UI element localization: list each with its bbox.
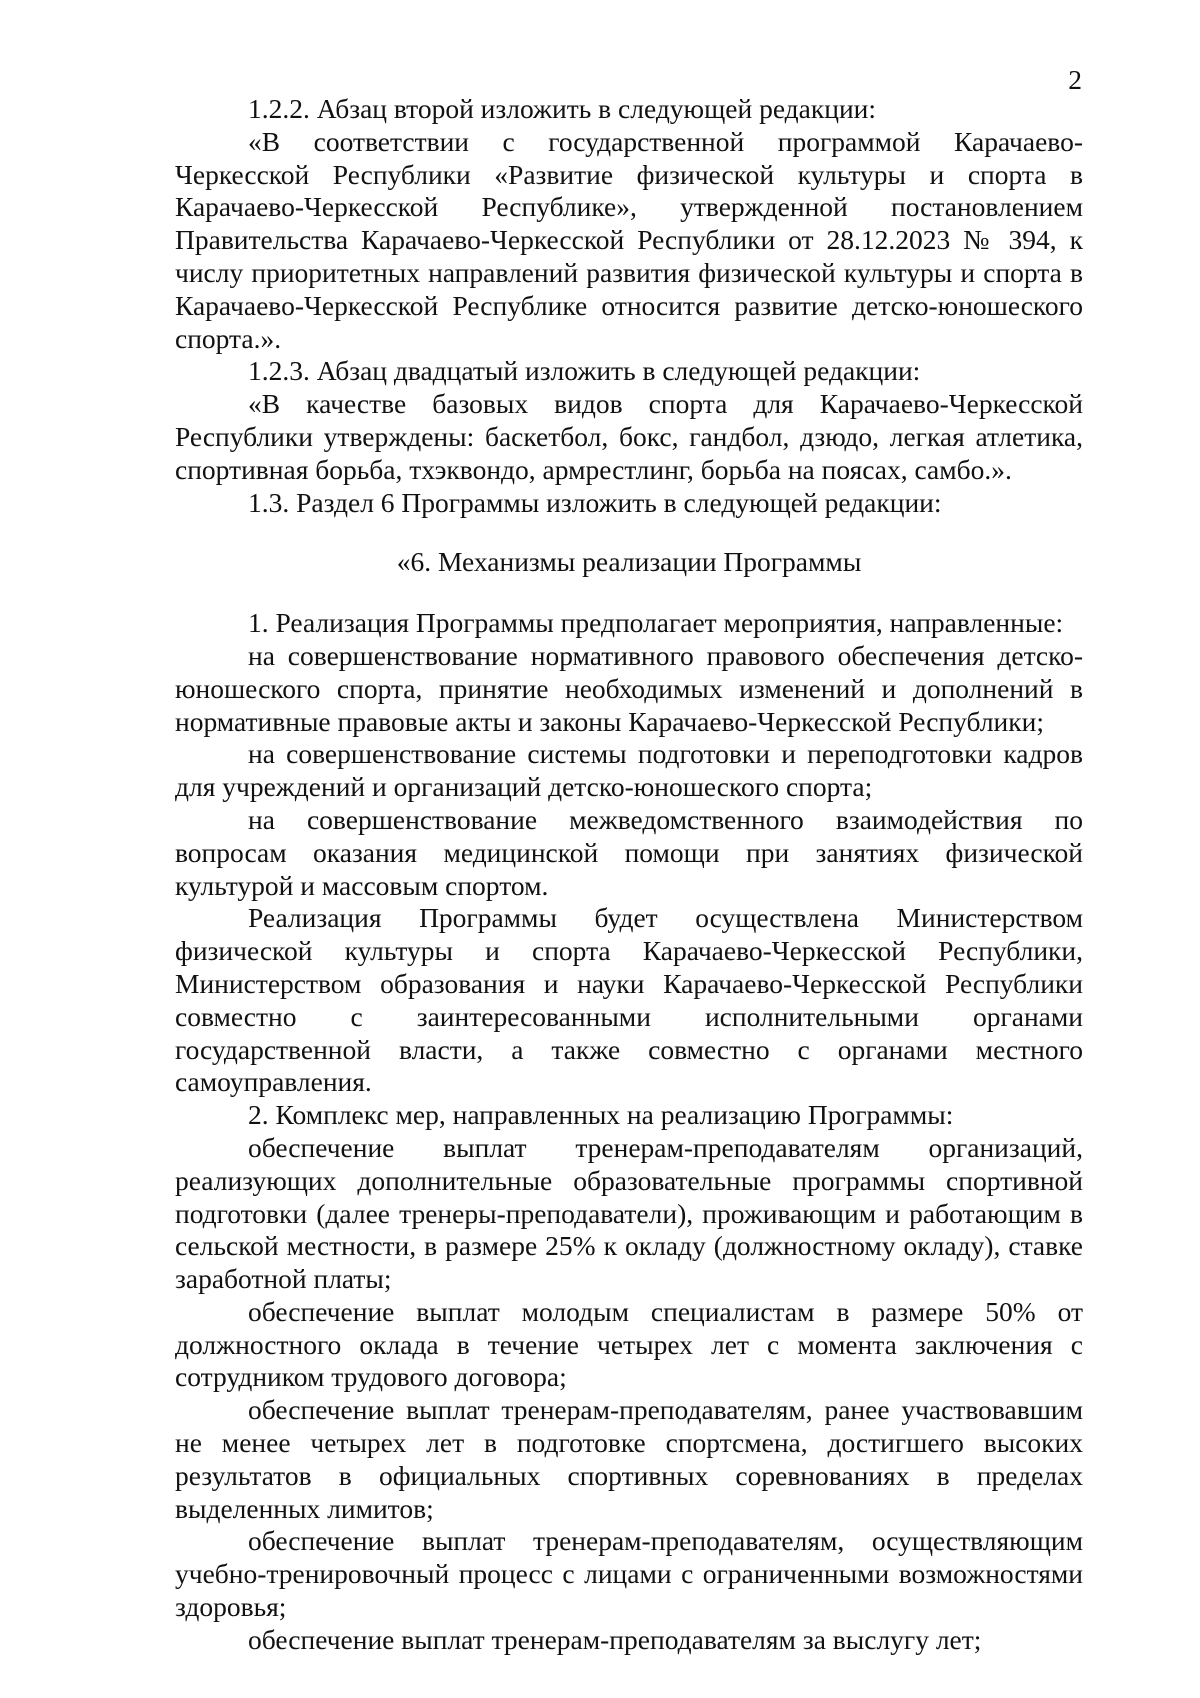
section-paragraph: Реализация Программы будет осуществлена Министерством физической культуры и спорта Карачаево-Черкесской Республики, Министерством образования и науки Карачаево-Черкесской Республики совместно с заинтересованными исполнительными органами государственной власти, а также совместно с органами местного самоуправления. [175, 902, 1083, 1098]
section-paragraph: на совершенствование системы подготовки и переподготовки кадров для учреждений и организаций детско-юношеского спорта; [175, 738, 1083, 803]
section-paragraph: обеспечение выплат молодым специалистам в размере 50% от должностного оклада в течение четырех лет с момента заключения с сотрудником трудового договора; [175, 1295, 1083, 1393]
paragraph: «В качестве базовых видов спорта для Карачаево-Черкесской Республики утверждены: баскетбол, бокс, гандбол, дзюдо, легкая атлетика, спортивная борьба, тхэквондо, армрестлинг, борьба на поясах, самбо.». [175, 388, 1083, 485]
section-paragraph: 2. Комплекс мер, направленных на реализацию Программы: [248, 1099, 954, 1131]
page-number: 2 [1068, 64, 1082, 95]
section-paragraph: обеспечение выплат тренерам-преподавателям, ранее участвовавшим не менее четырех лет в подготовке спортсмена, достигшего высоких результатов в официальных спортивных соревнованиях в пределах выделенных лимитов; [175, 1394, 1083, 1524]
paragraph: 1.2.3. Абзац двадцатый изложить в следующей редакции: [248, 355, 921, 387]
section-paragraph: обеспечение выплат тренерам-преподавателям организаций, реализующих дополнительные образовательные программы спортивной подготовки (далее тренеры-преподаватели), проживающим и работающим в сельской местности, в размере 25% к окладу (должностному окладу), ставке заработной платы; [175, 1131, 1083, 1295]
section-paragraph: обеспечение выплат тренерам-преподавателям, осуществляющим учебно-тренировочный процесс с лицами с ограниченными возможностями здоровья; [175, 1525, 1083, 1623]
section-heading: «6. Механизмы реализации Программы [396, 546, 862, 578]
section-paragraph: на совершенствование межведомственного взаимодействия по вопросам оказания медицинской помощи при занятиях физической культурой и массовым спортом. [175, 803, 1083, 901]
section-paragraph: на совершенствование нормативного правового обеспечения детско-юношеского спорта, принятие необходимых изменений и дополнений в нормативные правовые акты и законы Карачаево-Черкесской Республики; [175, 639, 1083, 737]
paragraph: «В соответствии с государственной программой Карачаево-Черкесской Республики «Развитие физической культуры и спорта в Карачаево-Черкесской Республике», утвержденной постановлением Правительства Карачаево-Черкесской Республики от 28.12.2023 № 394, к числу приоритетных направлений развития физической культуры и спорта в Карачаево-Черкесской Республике относится развитие детско-юношеского спорта.». [175, 125, 1083, 354]
paragraph: 1.2.2. Абзац второй изложить в следующей редакции: [248, 93, 877, 124]
section-paragraph: обеспечение выплат тренерам-преподавателям за выслугу лет; [248, 1623, 982, 1655]
document-body [175, 93, 1083, 1657]
section-paragraph: 1. Реализация Программы предполагает мероприятия, направленные: [248, 607, 1064, 639]
paragraph: 1.3. Раздел 6 Программы изложить в следующей редакции: [248, 486, 942, 518]
